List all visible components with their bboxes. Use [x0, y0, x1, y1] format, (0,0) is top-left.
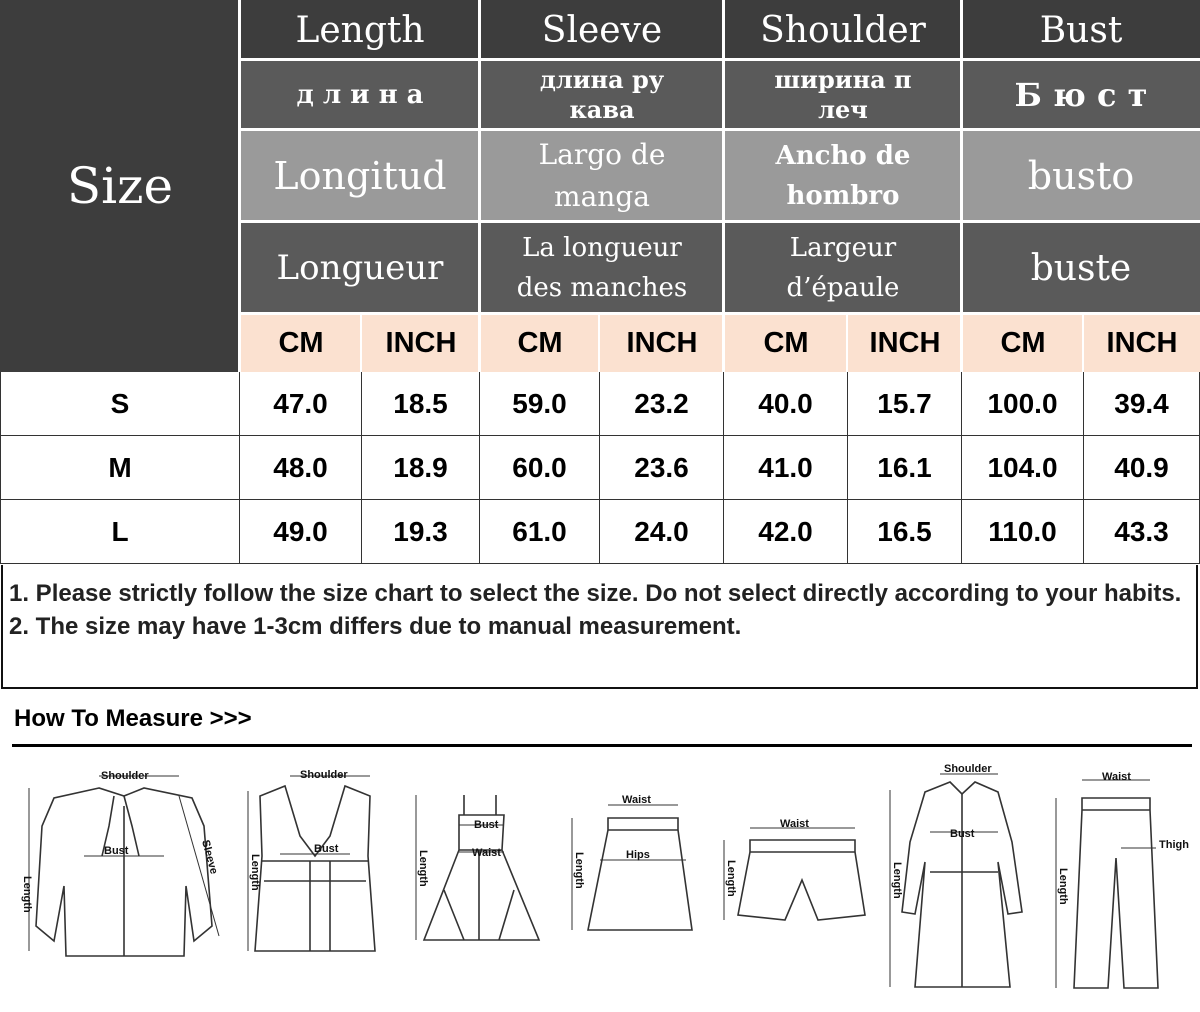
label-length: Length — [725, 860, 737, 897]
col-header-shoulder-ru — [724, 60, 962, 130]
table-cell: 40.0 — [724, 372, 848, 436]
unit-cell — [362, 314, 480, 372]
col-header-bust-es — [962, 130, 1200, 222]
unit-cell — [600, 314, 724, 372]
table-cell: 19.3 — [362, 500, 480, 564]
col-header-shoulder-en — [724, 0, 962, 60]
size-header-label: Size — [66, 157, 174, 215]
table-cell: 24.0 — [600, 500, 724, 564]
table-cell: 47.0 — [240, 372, 362, 436]
header-text: Б ю с т — [1014, 76, 1148, 114]
header-text: Ancho de hombro — [775, 141, 911, 211]
figure-skirt — [560, 790, 700, 940]
col-header-sleeve-en — [480, 0, 724, 60]
col-header-bust-ru — [962, 60, 1200, 130]
row-size-label: L — [0, 500, 240, 564]
figure-shorts — [710, 810, 870, 935]
label-length: Length — [573, 852, 585, 889]
row-size-label: M — [0, 436, 240, 500]
table-cell: 104.0 — [962, 436, 1084, 500]
table-cell: 110.0 — [962, 500, 1084, 564]
header-text: Longitud — [273, 154, 447, 198]
header-text: Sleeve — [541, 9, 663, 51]
label-length: Length — [891, 862, 903, 899]
table-cell: 60.0 — [480, 436, 600, 500]
table-cell: 15.7 — [848, 372, 962, 436]
col-header-length-fr — [240, 222, 480, 314]
label-shoulder: Shoulder — [300, 769, 348, 781]
label-sleeve: Sleeve — [199, 838, 220, 876]
table-cell: 41.0 — [724, 436, 848, 500]
table-cell: 23.6 — [600, 436, 724, 500]
header-text: д л и н а — [296, 80, 424, 110]
header-text: ширина п леч — [774, 65, 912, 124]
unit-text: CM — [763, 326, 809, 359]
label-waist: Waist — [622, 794, 651, 806]
col-header-bust-fr — [962, 222, 1200, 314]
figure-blouse — [14, 766, 224, 966]
header-text: Largo de manga — [538, 138, 666, 213]
note-1: 1. Please strictly follow the size chart to select the size. Do not select directly according to your habits. — [9, 580, 1182, 607]
unit-text: CM — [517, 326, 563, 359]
note-2: 2. The size may have 1-3cm differs due to manual measurement. — [9, 613, 742, 640]
label-thigh: Thigh — [1159, 839, 1189, 851]
header-text: La longueur des manches — [516, 233, 688, 303]
header-text: Largeur d’épaule — [786, 233, 900, 303]
col-header-length-es — [240, 130, 480, 222]
size-header — [0, 0, 240, 372]
col-header-shoulder-es — [724, 130, 962, 222]
table-cell: 39.4 — [1084, 372, 1200, 436]
label-bust: Bust — [474, 819, 499, 831]
header-text: busto — [1027, 154, 1135, 198]
header-text: buste — [1030, 247, 1132, 289]
table-cell: 100.0 — [962, 372, 1084, 436]
unit-cell — [848, 314, 962, 372]
table-cell: 59.0 — [480, 372, 600, 436]
header-text: Bust — [1039, 9, 1123, 51]
col-header-sleeve-es — [480, 130, 724, 222]
col-header-length-en — [240, 0, 480, 60]
label-length: Length — [417, 850, 429, 887]
unit-text: CM — [278, 326, 324, 359]
header-text: Shoulder — [760, 9, 926, 51]
col-header-length-ru — [240, 60, 480, 130]
figure-pants — [1046, 768, 1196, 993]
header-text: Longueur — [276, 248, 444, 288]
row-size-label: S — [0, 372, 240, 436]
label-shoulder: Shoulder — [101, 770, 149, 782]
unit-cell — [1084, 314, 1200, 372]
label-shoulder: Shoulder — [944, 763, 992, 775]
table-cell: 40.9 — [1084, 436, 1200, 500]
label-bust: Bust — [314, 843, 339, 855]
label-length: Length — [249, 854, 261, 891]
table-cell: 61.0 — [480, 500, 600, 564]
unit-cell — [962, 314, 1084, 372]
figure-dress — [404, 790, 549, 950]
label-length: Length — [1057, 868, 1069, 905]
table-cell: 42.0 — [724, 500, 848, 564]
divider — [12, 744, 1192, 747]
unit-text: INCH — [1106, 326, 1178, 359]
unit-cell — [480, 314, 600, 372]
figure-coat — [880, 762, 1040, 992]
unit-text: INCH — [626, 326, 698, 359]
col-header-sleeve-ru — [480, 60, 724, 130]
col-header-sleeve-fr — [480, 222, 724, 314]
label-waist: Waist — [780, 818, 809, 830]
unit-text: INCH — [869, 326, 941, 359]
table-cell: 18.9 — [362, 436, 480, 500]
label-bust: Bust — [950, 828, 975, 840]
unit-text: INCH — [385, 326, 457, 359]
table-cell: 43.3 — [1084, 500, 1200, 564]
header-text: Length — [295, 9, 425, 51]
table-cell: 16.1 — [848, 436, 962, 500]
header-text: длина ру кава — [539, 65, 665, 124]
table-cell: 23.2 — [600, 372, 724, 436]
unit-cell — [724, 314, 848, 372]
label-waist: Waist — [472, 847, 501, 859]
figure-tank — [240, 766, 390, 956]
col-header-bust-en — [962, 0, 1200, 60]
table-cell: 48.0 — [240, 436, 362, 500]
label-bust: Bust — [104, 845, 129, 857]
unit-text: CM — [1000, 326, 1046, 359]
label-hips: Hips — [626, 849, 650, 861]
how-to-measure-title: How To Measure >>> — [14, 705, 252, 732]
unit-cell — [240, 314, 362, 372]
label-waist: Waist — [1102, 771, 1131, 783]
label-length: Length — [21, 876, 33, 913]
col-header-shoulder-fr — [724, 222, 962, 314]
table-cell: 18.5 — [362, 372, 480, 436]
notes-box — [1, 565, 1198, 689]
table-cell: 16.5 — [848, 500, 962, 564]
table-cell: 49.0 — [240, 500, 362, 564]
